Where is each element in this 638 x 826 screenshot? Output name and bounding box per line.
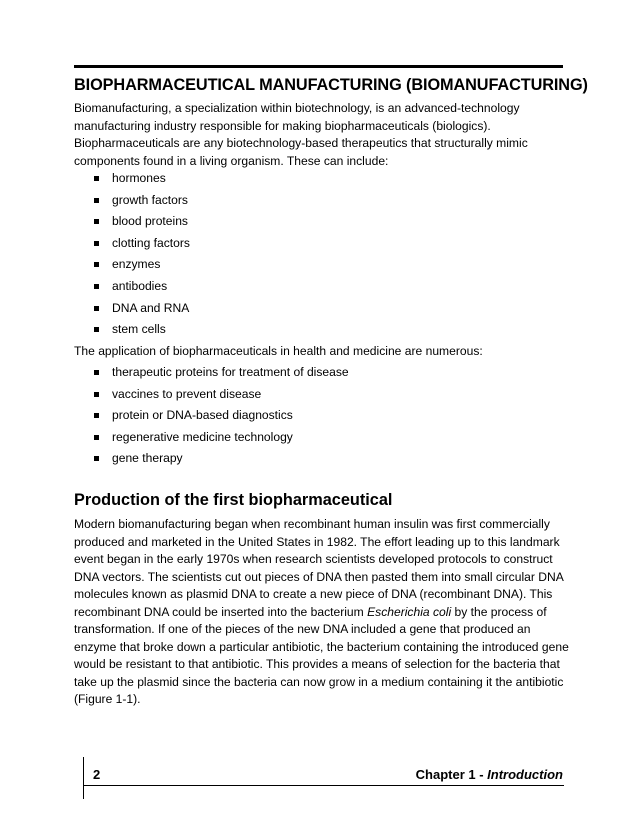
list-item-text: therapeutic proteins for treatment of disease (112, 365, 349, 379)
section-paragraph (74, 516, 569, 709)
square-bullet-icon (94, 370, 99, 375)
list-item-text: hormones (112, 171, 166, 185)
list-item (93, 448, 349, 470)
chapter-name: Introduction (487, 767, 563, 782)
page-number: 2 (93, 767, 101, 782)
list-item-text: blood proteins (112, 214, 188, 229)
species-name: Escherichia coli (367, 604, 452, 619)
applications-list (93, 362, 349, 470)
list-item (93, 298, 190, 320)
section-heading: Production of the first biopharmaceutical (74, 491, 393, 509)
list-item (93, 276, 190, 298)
list-item-text: antibodies (112, 278, 168, 293)
square-bullet-icon (94, 456, 99, 461)
list-item (93, 254, 190, 276)
list-item-text: enzymes (112, 257, 161, 272)
list-item (93, 190, 190, 212)
list-item (93, 384, 349, 406)
list-item (93, 233, 190, 255)
intro-paragraph: Biomanufacturing, a specialization within biotechnology, is an advanced-technology manufacturing industry responsible for making biopharmaceuticals (biologics). Biopharmaceuticals are any biotechnology-based therapeutics that structurally mimic components found in a living organism. These can include: (74, 101, 528, 168)
square-bullet-icon (94, 219, 99, 224)
list-item-text: vaccines to prevent disease (112, 386, 262, 401)
footer-horizontal-rule (83, 785, 564, 786)
list-item (93, 211, 190, 233)
list-item (93, 319, 190, 341)
square-bullet-icon (94, 306, 99, 311)
list-item-text: clotting factors (112, 235, 190, 250)
list-item (93, 405, 349, 427)
square-bullet-icon (94, 176, 99, 181)
list-item-text: growth factors (112, 192, 188, 207)
square-bullet-icon (94, 413, 99, 418)
list-item-text: DNA and RNA (112, 300, 190, 315)
list-item (93, 168, 190, 190)
footer-vertical-rule (83, 757, 84, 799)
applications-intro: The application of biopharmaceuticals in health and medicine are numerous: (74, 344, 483, 358)
square-bullet-icon (94, 241, 99, 246)
list-item (93, 427, 349, 449)
page-title: BIOPHARMACEUTICAL MANUFACTURING (BIOMANUFACTURING) (74, 76, 588, 94)
square-bullet-icon (94, 262, 99, 267)
square-bullet-icon (94, 435, 99, 440)
list-item-text: protein or DNA-based diagnostics (112, 408, 293, 423)
square-bullet-icon (94, 392, 99, 397)
square-bullet-icon (94, 284, 99, 289)
list-item-text: gene therapy (112, 451, 183, 466)
list-item (93, 362, 349, 384)
list-item-text: regenerative medicine technology (112, 429, 293, 444)
paragraph-text: Modern biomanufacturing began when recombinant human insulin was first commercially produced and marketed in the United States in 1982. The effort leading up to this landmark event began in the early 1970s when research scientists developed protocols to construct DNA vectors. The scientists cut out pieces of DNA then pasted them into small circular DNA molecules known as plasmid DNA to create a new piece of DNA (recombinant DNA). This recombinant DNA could be inserted into the bacterium (74, 517, 564, 619)
chapter-label (416, 766, 563, 784)
list-item-text: stem cells (112, 322, 166, 337)
title-top-rule (74, 65, 563, 68)
square-bullet-icon (94, 327, 99, 332)
square-bullet-icon (94, 198, 99, 203)
components-list (93, 168, 190, 341)
paragraph-text: by the process of transformation. If one of the pieces of the new DNA included a gene that produced an enzyme that broke down a particular antibiotic, the bacterium containing the introduced gene would be resistant to that antibiotic. This provides a means of selection for the bacteria that take up the plasmid since the bacteria can now grow in a medium containing it the antibiotic (Figure 1-1). (74, 604, 569, 706)
chapter-prefix: Chapter 1 - (415, 767, 488, 782)
